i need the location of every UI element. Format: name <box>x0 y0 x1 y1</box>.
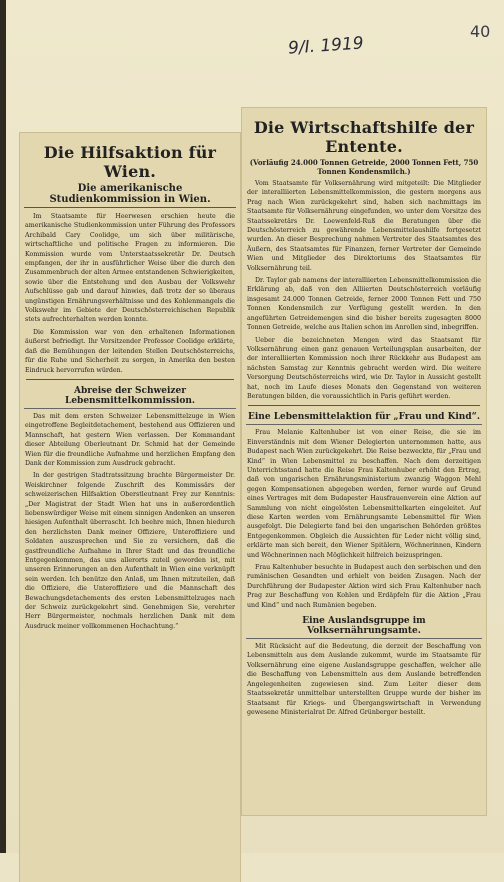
divider <box>26 379 234 380</box>
right-section-heading: Eine Auslandsgruppe im Volksernährungsamte. <box>246 616 482 639</box>
left-paragraph: Das mit dem ersten Schweizer Lebensmittelzuge in Wien eingetroffene Begleitdetachement, bestehend aus Offizieren und Mannschaft, hat gestern Wien verlassen. Der Kommandant dieser Abteilung Oberleutnant Dr. Schmid hat der Gemeinde Wien für die freundliche Aufnahme und herzlichen Empfang den Dank der Kommission zum Ausdruck gebracht. <box>25 412 235 467</box>
left-paragraph: Die Kommission war von den erhaltenen Informationen äußerst befriedigt. Ihr Vorsitzender Professor Coolidge erklärte, daß die Bemühungen der leitenden Stellen Deutschösterreichs, für die Ruhe und Sicherheit zu sorgen, in Amerika den besten Eindruck hervorrufen würden. <box>25 328 235 374</box>
handwritten-date: 9/I. 1919 <box>287 33 365 59</box>
right-paragraph: Dr. Taylor gab namens der interalliierten Lebensmittelkommission die Erklärung ab, daß von den Alliierten Deutschösterreich vorläufig insgesamt 24.000 Tonnen Getreide, ferner 2000 Tonnen Fett und 750 Tonnen Kondensmilch zur Verfügung gestellt werden. In den angeführten Getreidemengen sind die bisher bereits zugesagten 8000 Tonnen Getreide, welche aus Italien schon im Anrollen sind, inbegriffen. <box>247 277 481 332</box>
right-headline: Die Wirtschaftshilfe der Entente. <box>253 118 475 156</box>
right-paragraph: Mit Rücksicht auf die Bedeutung, die derzeit der Beschaffung von Lebensmitteln aus dem Auslande zukommt, wurde im Staatsamte für Volksernährung eine eigene Auslandsgruppe geschaffen, welcher alle die Beschaffung von Lebensmitteln aus dem Auslande betreffenden Angelegenheiten zugewiesen sind. Zum Leiter dieser dem Staatssekretär unmittelbar unterstellten Gruppe wurde der bisher im Staatsamt für Kriegs- und Übergangswirtschaft in Verwendung gewesene Ministerialrat Dr. Alfred Grünberger bestellt. <box>247 643 481 716</box>
right-newspaper-clipping <box>242 108 486 815</box>
right-paragraph: Ueber die bezeichneten Mengen wird das Staatsamt für Volksernährung einen ganz genauen Verteilungsplan ausarbeiten, der der interalliierten Kommission noch ihrer Rückkehr aus Budapest am nächsten Samstag zur Kenntnis gebracht werden wird. Die weitere Versorgung Deutschösterreichs wird, wie Dr. Taylor in Aussicht gestellt hat, noch im Laufe dieses Monats den Gegenstand von weiteren Beratungen bilden, die voraussichtlich in Paris geführt werden. <box>247 336 481 400</box>
left-headline: Die Hilfsaktion für Wien. <box>43 143 217 181</box>
right-section-heading: Eine Lebensmittelaktion für „Frau und Kind“. <box>246 412 482 425</box>
right-subheadline: (Vorläufig 24.000 Tonnen Getreide, 2000 Tonnen Fett, 750 Tonnen Kondensmilch.) <box>249 158 479 176</box>
page-number: 40 <box>470 22 491 41</box>
divider <box>248 405 480 406</box>
right-paragraph: Frau Melanie Kaltenhuber ist von einer Reise, die sie im Einverständnis mit dem Wiener Delegierten unternommen hatte, aus Budapest nach Wien zurückgekehrt. Die Reise bezweckte, für „Frau und Kind“ in Wien Lebensmittel zu beschaffen. Nach dem derzeitigen Unterrichtsstand hatte die Reise Frau Kaltenhuber erhöht den Ertrag, daß von ungarischen Ernährungsministerium zwanzig Waggon Mehl gegen Kompensationen abgegeben werden, ferner wurde auf Grund eines Vertrages mit dem Budapester Hausfrauenverein eine Aktion auf Sammlung von nicht eingelösten Lebensmittelkarten eingeleitet. Auf diese Karten werden vom Ernährungsamte Lebensmittel für Wien ausgefolgt. Die Delegierte fand bei den ungarischen Behörden größtes Entgegenkommen. Obgleich die Aussichten für Leder nicht völlig sind, erklärte man sich bereit, den Wiener Spitälern, Wöchnerinnen, Kindern und Wöchnerinnen nach Möglichkeit hilfreich beizuspringen. <box>247 429 481 559</box>
left-paragraph: In der gestrigen Stadtratssitzung brachte Bürgermeister Dr. Weiskirchner folgende Zuschrift des Kommissärs der schweizerischen Hilfsaktion Oberstleutnant Frey zur Kenntnis: „Der Magistrat der Stadt Wien hat uns in außerordentlich liebenswürdiger Weise mit einem sinnigen Andenken an unseren hiesigen Aufenthalt überrascht. Ich beehre mich, Ihnen hiedurch den herzlichsten Dank meiner Offiziere, Unteroffiziere und Soldaten auszusprechen und Sie zu versichern, daß die gastfreundliche Aufnahme in Ihrer Stadt und das freundliche Entgegenkommen, das uns allerorts zuteil geworden ist, mit unseren Erinnerungen an den Aufenthalt in Wien eine verknüpft sein werden. Ich benütze den Anlaß, um Ihnen mitzuteilen, daß die Offiziere, die Unteroffiziere und die Mannschaft des Bewachungsdetachements des ersten Lebensmittelzuges nach der Schweiz zurückgekehrt sind. Genehmigen Sie, verehrter Herr Bürgermeister, nochmals herzlichen Dank mit dem Ausdruck meiner vollkommenen Hochachtung.“ <box>25 472 235 630</box>
right-paragraph: Vom Staatsamte für Volksernährung wird mitgeteilt: Die Mitglieder der interalliierten Lebensmittelkommission, die gestern morgens aus Prag nach Wien zurückgekehrt sind, haben sich nachmittags im Staatsamte für Volksernährung eingefunden, wo unter dem Vorsitze des Staatssekretärs Dr. Loewenfeld-Ruß die Beratungen über die Deutschösterreich zu gewährende Lebensmittelaushilfe fortgesetzt wurden. An dieser Besprechung nahmen Vertreter des Staatsamtes des Äußern, des Staatsamtes für Finanzen, ferner Vertreter der Gemeinde Wien und Mitglieder des Direktoriums des Staatsamtes für Volksernährung teil. <box>247 180 481 272</box>
left-subheadline: Die amerikanische Studienkommission in Wien. <box>24 183 236 208</box>
right-paragraph: Frau Kaltenhuber besuchte in Budapest auch den serbischen und den rumänischen Gesandten und erhielt von beiden Zusagen. Nach der Durchführung der Budapester Aktion wird sich Frau Kaltenhuber nach Prag zur Beschaffung von Kohlen und Erdäpfeln für die Aktion „Frau und Kind“ und nach Rumänien begeben. <box>247 564 481 609</box>
left-paragraph: Im Staatsamte für Heerwesen erschien heute die amerikanische Studienkommission unter Führung des Professors Archibald Cary Coolidge, um sich über militärische, wirtschaftliche und politische Fragen zu informieren. Die Kommission wurde vom Unterstaatssekretär Dr. Deutsch empfangen, der ihr in ausführlicher Weise über die durch den Zusammenbruch der alten Armee entstandenen Schwierigkeiten, sowie über die Entstehung und den Ausbau der Volkswehr Aufschlüsse gab und darauf hinwies, daß trotz der so überaus ungünstigen Ernährungsverhältnisse und des Kohlenmangels die Volkswehr im Gebiete der Deutschösterreichischen Republik stets aufrechterhalten werden konnte. <box>25 213 235 324</box>
page-binding-edge <box>0 0 6 853</box>
left-newspaper-clipping <box>20 133 240 882</box>
left-section-heading: Abreise der Schweizer Lebensmittelkommission. <box>24 386 236 409</box>
